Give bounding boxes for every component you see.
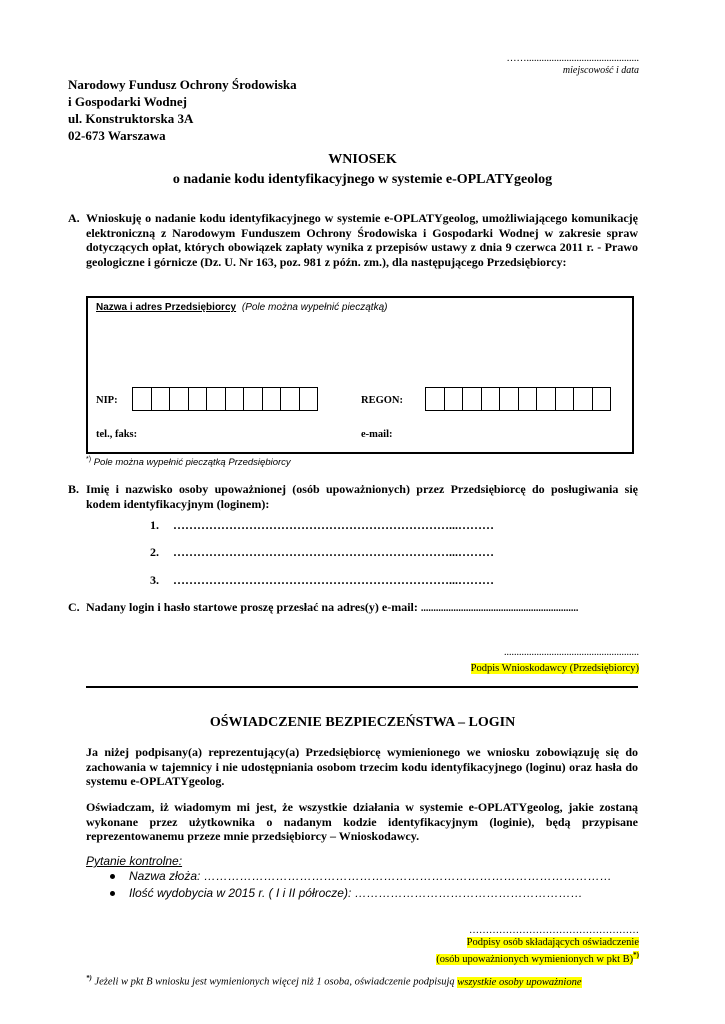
document-subtitle: o nadanie kodu identyfikacyjnego w systemie e-OPLATYgeolog bbox=[172, 172, 553, 187]
regon-cell[interactable] bbox=[573, 387, 593, 411]
bottom-note-mark: *) bbox=[86, 974, 92, 982]
section-b-text: Imię i nazwisko osoby upoważnionej (osób upoważnionych) przez Przedsiębiorcę do posługiwania się kodem identyfikacyjnym (loginem): bbox=[86, 482, 638, 511]
nip-cell[interactable] bbox=[262, 387, 282, 411]
person-name-line[interactable]: ……………………………………………………………...……… bbox=[173, 545, 494, 559]
nip-label: NIP: bbox=[96, 395, 118, 406]
email-dots-field[interactable]: ............................................................... bbox=[420, 603, 579, 614]
nip-cell[interactable] bbox=[132, 387, 152, 411]
regon-input[interactable] bbox=[426, 387, 611, 411]
signature2-dots[interactable]: …………………………………………… bbox=[469, 925, 639, 936]
place-date-dots[interactable]: ……............................................. bbox=[506, 53, 639, 64]
bullet-icon bbox=[110, 891, 115, 896]
nip-cell[interactable] bbox=[225, 387, 245, 411]
bottom-note-highlight: wszystkie osoby upoważnione bbox=[457, 976, 582, 988]
document-title: WNIOSEK bbox=[328, 152, 397, 167]
regon-cell[interactable] bbox=[555, 387, 575, 411]
declaration-para1: Ja niżej podpisany(a) reprezentujący(a) Przedsiębiorcę wymienionego we wniosku zobowiązuję się do zachowania w tajemnicy i nie udostępniania osobom trzecim kodu identyfikacyjnego (loginu) oraz hasła do systemu e-OPLATYgeolog. bbox=[86, 745, 638, 788]
nip-cell[interactable] bbox=[188, 387, 208, 411]
section-a-letter: A. bbox=[68, 211, 80, 225]
regon-cell[interactable] bbox=[518, 387, 538, 411]
declaration-title: OŚWIADCZENIE BEZPIECZEŃSTWA – LOGIN bbox=[209, 715, 516, 730]
signature2-label-line2: (osób upoważnionych wymienionych w pkt B) bbox=[436, 953, 634, 965]
control-question-item bbox=[110, 886, 583, 900]
nip-cell[interactable] bbox=[206, 387, 226, 411]
place-date-label: miejscowość i data bbox=[562, 65, 639, 76]
signature1-dots[interactable]: ...................................................... bbox=[504, 647, 639, 658]
email-label: e-mail: bbox=[361, 429, 393, 440]
section-a-text: Wnioskuję o nadanie kodu identyfikacyjnego w systemie e-OPLATYgeolog, umożliwiającego komunikację elektroniczną z Narodowym Funduszem Ochrony Środowiska i Gospodarki Wodnej w zakresie spraw dotyczących opłat, których obowiązek zapłaty wynika z przepisów ustawy z dnia 9 czerwca 2011 r. - Prawo geologiczne i górnicze (Dz. U. Nr 163, poz. 981 z późn. zm.), dla następującego Przedsiębiorcy: bbox=[86, 211, 638, 269]
deposit-name-field[interactable]: Nazwa złoża: ………………………………………………………………………………………… bbox=[129, 869, 612, 883]
regon-cell[interactable] bbox=[536, 387, 556, 411]
nip-cell[interactable] bbox=[169, 387, 189, 411]
footnote-text: Pole można wypełnić pieczątką Przedsiębiorcy bbox=[93, 457, 291, 469]
address-line: Narodowy Fundusz Ochrony Środowiska bbox=[68, 77, 297, 92]
person-number: 2. bbox=[150, 545, 159, 559]
footnote-mark: *) bbox=[86, 456, 92, 463]
regon-cell[interactable] bbox=[499, 387, 519, 411]
signature2-label bbox=[436, 936, 639, 966]
nip-cell[interactable] bbox=[280, 387, 300, 411]
nip-cell[interactable] bbox=[299, 387, 319, 411]
regon-cell[interactable] bbox=[425, 387, 445, 411]
person-name-line[interactable]: ……………………………………………………………...……… bbox=[173, 573, 494, 587]
nip-cell[interactable] bbox=[243, 387, 263, 411]
signature1-label bbox=[471, 663, 639, 674]
address-line: i Gospodarki Wodnej bbox=[68, 94, 187, 109]
address-line: 02-673 Warszawa bbox=[68, 128, 166, 143]
person-number: 3. bbox=[150, 573, 159, 587]
company-name-label: Nazwa i adres Przedsiębiorcy bbox=[96, 302, 237, 313]
section-c-letter: C. bbox=[68, 600, 80, 614]
person-name-line[interactable]: ……………………………………………………………...……… bbox=[173, 518, 494, 532]
recipient-address bbox=[68, 76, 297, 144]
signature2-mark: *) bbox=[633, 951, 639, 959]
person-number: 1. bbox=[150, 518, 159, 532]
control-question-heading: Pytanie kontrolne: bbox=[86, 854, 183, 868]
box-footnote bbox=[86, 456, 291, 468]
section-divider bbox=[86, 686, 638, 688]
bullet-icon bbox=[110, 874, 115, 879]
section-c-text: Nadany login i hasło startowe proszę przesłać na adres(y) e-mail: bbox=[86, 600, 418, 614]
section-c-line bbox=[86, 600, 578, 617]
regon-cell[interactable] bbox=[462, 387, 482, 411]
bottom-note bbox=[86, 974, 582, 988]
company-box-note: (Pole można wypełnić pieczątką) bbox=[241, 302, 388, 313]
signature1-label-text: Podpis Wnioskodawcy (Przedsiębiorcy) bbox=[470, 663, 639, 674]
bottom-note-text: Jeżeli w pkt B wniosku jest wymienionych więcej niż 1 osoba, oświadczenie podpisują bbox=[94, 976, 455, 988]
phone-label: tel., faks: bbox=[96, 429, 138, 440]
address-line: ul. Konstruktorska 3A bbox=[68, 111, 194, 126]
nip-cell[interactable] bbox=[151, 387, 171, 411]
regon-label: REGON: bbox=[361, 395, 403, 406]
signature2-label-line1: Podpisy osób składających oświadczenie bbox=[466, 937, 639, 948]
section-b-letter: B. bbox=[68, 482, 80, 496]
company-box-header bbox=[96, 302, 387, 313]
regon-cell[interactable] bbox=[444, 387, 464, 411]
declaration-para2: Oświadczam, iż wiadomym mi jest, że wszystkie działania w systemie e-OPLATYgeolog, jakie zostaną wykonane przez użytkownika o nadanym kodzie identyfikacyjnym (loginie), będą przypisane reprezentowanemu przeze mnie przedsiębiorcy – Wnioskodawcy. bbox=[86, 800, 638, 843]
company-box[interactable] bbox=[86, 296, 634, 454]
nip-input[interactable] bbox=[133, 387, 318, 411]
regon-cell[interactable] bbox=[592, 387, 612, 411]
control-question-item bbox=[110, 869, 612, 883]
regon-cell[interactable] bbox=[481, 387, 501, 411]
extraction-amount-field[interactable]: Ilość wydobycia w 2015 r. ( I i II półrocze): ………………………………………………… bbox=[129, 886, 583, 900]
